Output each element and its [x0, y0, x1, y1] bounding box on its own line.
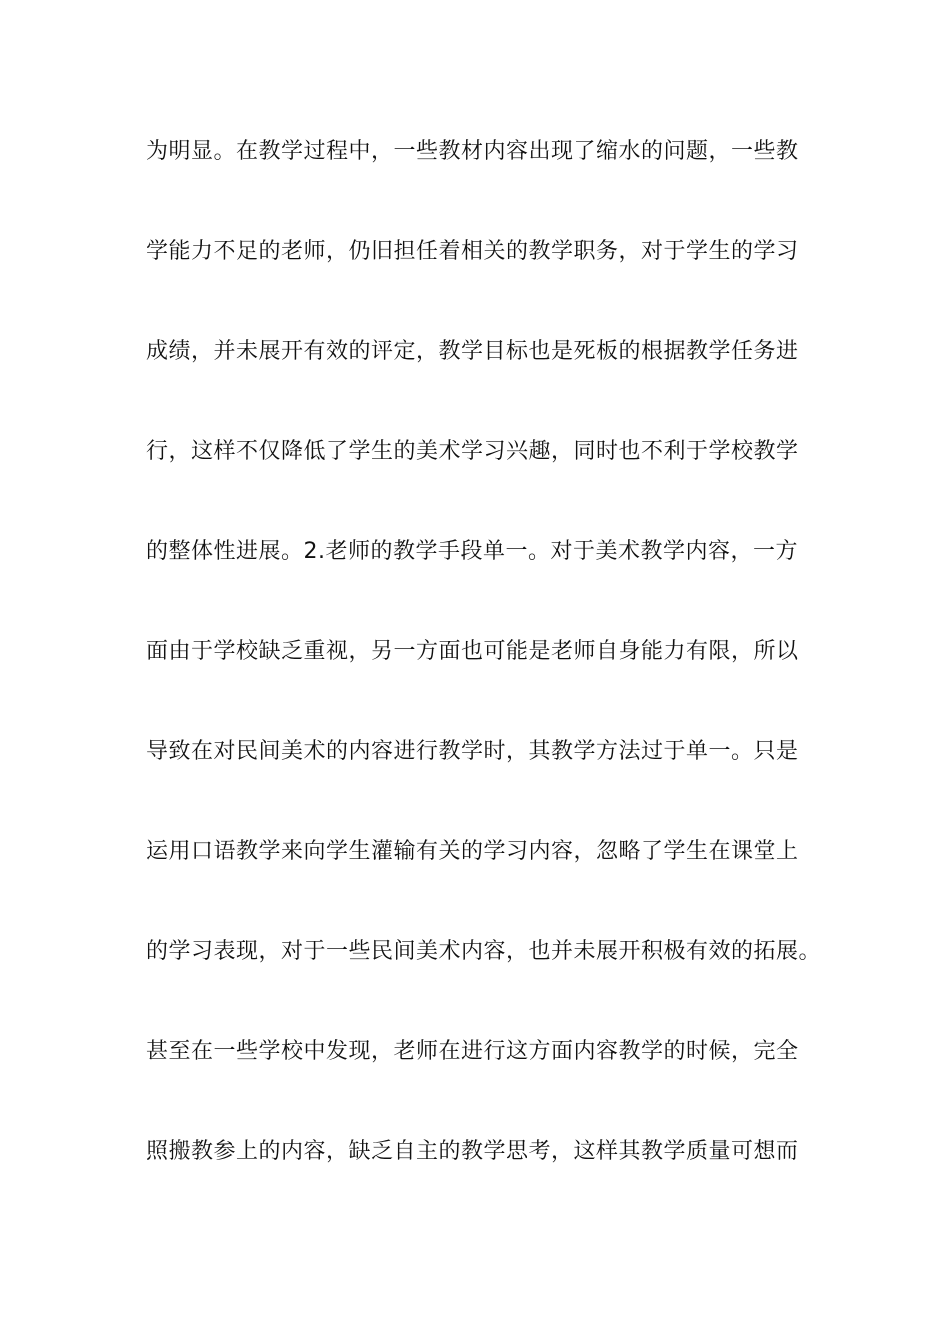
text-line-5: 的整体性进展。2.老师的教学手段单一。对于美术教学内容，一方: [146, 539, 798, 564]
text-line-9: 的学习表现，对于一些民间美术内容，也并未展开积极有效的拓展。: [146, 939, 822, 964]
text-line-10: 甚至在一些学校中发现，老师在进行这方面内容教学的时候，完全: [146, 1039, 799, 1064]
text-line-4: 行，这样不仅降低了学生的美术学习兴趣，同时也不利于学校教学: [146, 439, 799, 464]
body-text: [146, 128, 826, 1228]
text-line-11: 照搬教参上的内容，缺乏自主的教学思考，这样其教学质量可想而: [146, 1139, 799, 1164]
text-line-1: 为明显。在教学过程中，一些教材内容出现了缩水的问题，一些教: [146, 139, 799, 164]
text-line-2: 学能力不足的老师，仍旧担任着相关的教学职务，对于学生的学习: [146, 239, 799, 264]
text-line-8: 运用口语教学来向学生灌输有关的学习内容，忽略了学生在课堂上: [146, 839, 799, 864]
text-line-6: 面由于学校缺乏重视，另一方面也可能是老师自身能力有限，所以: [146, 639, 799, 664]
text-line-7: 导致在对民间美术的内容进行教学时，其教学方法过于单一。只是: [146, 739, 799, 764]
text-line-3: 成绩，并未展开有效的评定，教学目标也是死板的根据教学任务进: [146, 339, 799, 364]
